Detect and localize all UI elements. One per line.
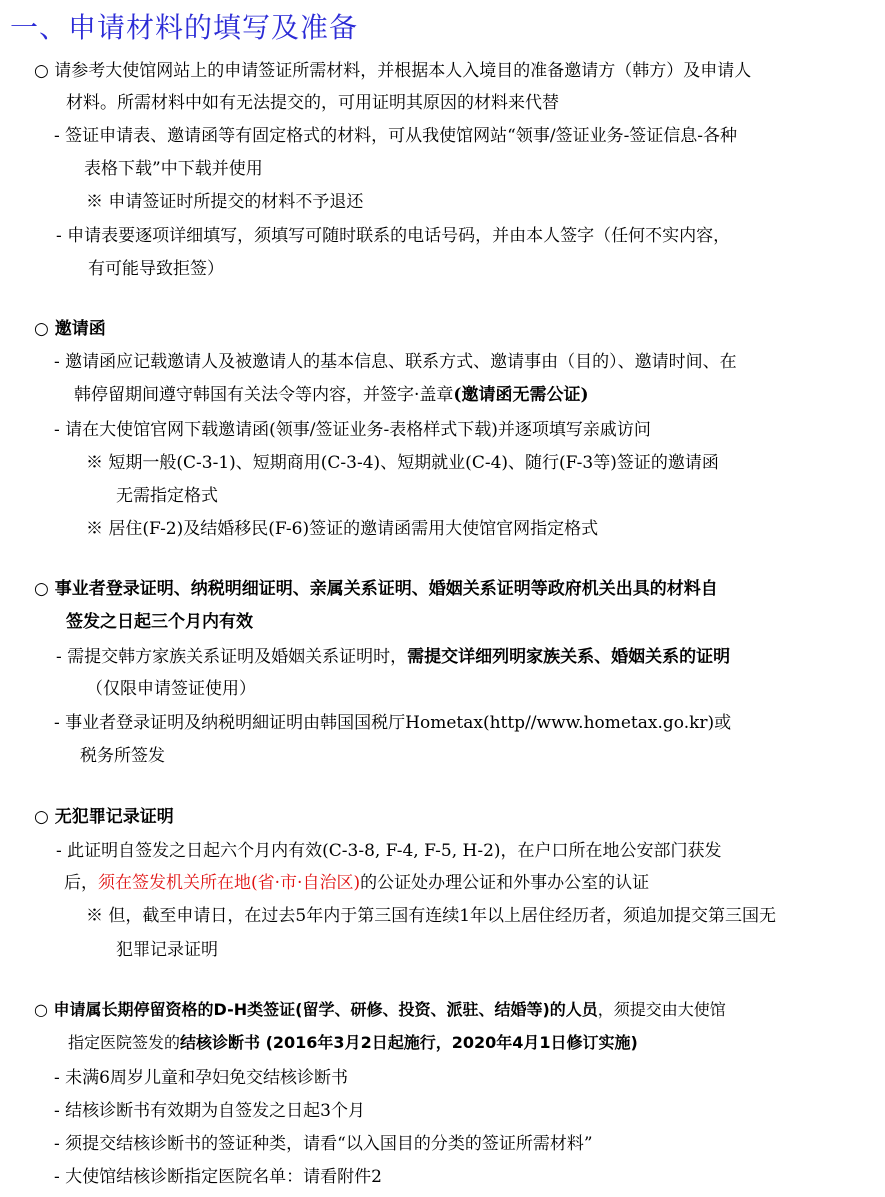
s2-heading: ○ 邀请函 bbox=[34, 319, 106, 339]
s5-line-2-bold: 结核诊断书 (2016年3月2日起施行，2020年4月1日修订实施) bbox=[180, 1033, 638, 1052]
s5-line-1-rest: ，须提交由大使馆 bbox=[597, 1000, 726, 1019]
s2-line-3: - 请在大使馆官网下载邀请函(领事/签证业务-表格样式下载)并逐项填写亲戚访问 bbox=[54, 420, 651, 440]
s4-line-2-text: 后， bbox=[64, 873, 98, 893]
s5-line-2-text: 指定医院签发的 bbox=[68, 1033, 181, 1052]
s4-note-1-cont: 犯罪记录证明 bbox=[116, 940, 218, 960]
s1-line-3: - 签证申请表、邀请函等有固定格式的材料，可从我使馆网站“领事/签证业务-签证信息-各种 bbox=[54, 126, 738, 146]
s4-note-1: ※ 但，截至申请日，在过去5年内于第三国有连续1年以上居住经历者，须追加提交第三国无 bbox=[86, 906, 777, 926]
s5-line-3: - 未满6周岁儿童和孕妇免交结核诊断书 bbox=[54, 1068, 348, 1088]
s3-line-3-text: - 需提交韩方家族关系证明及婚姻关系证明时， bbox=[56, 647, 408, 667]
s1-line-1: ○ 请参考大使馆网站上的申请签证所需材料，并根据本人入境目的准备邀请方（韩方）及申请人 bbox=[34, 61, 752, 81]
s5-line-4: - 结核诊断书有效期为自签发之日起3个月 bbox=[54, 1101, 365, 1121]
s4-heading: ○ 无犯罪记录证明 bbox=[34, 807, 174, 827]
s1-line-7: 有可能导致拒签） bbox=[88, 259, 224, 279]
s3-line-3-bold: 需提交详细列明家族关系、婚姻关系的证明 bbox=[407, 647, 731, 667]
s5-line-2 bbox=[68, 1027, 885, 1059]
s4-line-2-rest: 的公证处办理公证和外事办公室的认证 bbox=[360, 873, 650, 893]
s1-line-2: 材料。所需材料中如有无法提交的，可用证明其原因的材料来代替 bbox=[66, 93, 559, 113]
s3-line-1: ○ 事业者登录证明、纳税明细证明、亲属关系证明、婚姻关系证明等政府机关出具的材料自 bbox=[34, 579, 718, 599]
s5-line-5: - 须提交结核诊断书的签证种类，请看“以入国目的分类的签证所需材料” bbox=[54, 1134, 593, 1154]
s2-line-1: - 邀请函应记载邀请人及被邀请人的基本信息、联系方式、邀请事由（目的）、邀请时间、在 bbox=[54, 352, 737, 372]
s5-line-1 bbox=[34, 994, 885, 1026]
s4-line-2-red: 须在签发机关所在地(省·市·自治区) bbox=[98, 873, 361, 893]
s3-line-6: 税务所签发 bbox=[80, 746, 165, 766]
s2-note-1-cont: 无需指定格式 bbox=[116, 486, 218, 506]
s2-line-2-text: 韩停留期间遵守韩国有关法令等内容，并签字·盖章 bbox=[74, 385, 454, 405]
s3-line-4: （仅限申请签证使用） bbox=[86, 679, 256, 699]
s2-line-2 bbox=[74, 379, 885, 411]
s4-line-2 bbox=[64, 867, 885, 899]
s2-line-2-bold: (邀请函无需公证) bbox=[453, 385, 589, 405]
s1-line-4: 表格下载”中下载并使用 bbox=[84, 159, 263, 179]
s5-line-1-bold: ○ 申请属长期停留资格的D-H类签证(留学、研修、投资、派驻、结婚等)的人员 bbox=[34, 1000, 598, 1019]
s1-line-6: - 申请表要逐项详细填写，须填写可随时联系的电话号码，并由本人签字（任何不实内容， bbox=[56, 226, 731, 246]
s2-note-2: ※ 居住(F-2)及结婚移民(F-6)签证的邀请函需用大使馆官网指定格式 bbox=[86, 519, 599, 539]
s5-line-6: - 大使馆结核诊断指定医院名单：请看附件2 bbox=[54, 1167, 382, 1187]
s1-note-1: ※ 申请签证时所提交的材料不予退还 bbox=[86, 192, 364, 212]
s3-line-2: 签发之日起三个月内有效 bbox=[66, 612, 253, 632]
s3-line-5: - 事业者登录证明及纳税明細证明由韩国国税厅Hometax(http//www.hometax.go.kr)或 bbox=[54, 713, 732, 733]
section-title: 一、申请材料的填写及准备 bbox=[10, 11, 359, 44]
s2-note-1: ※ 短期一般(C-3-1)、短期商用(C-3-4)、短期就业(C-4)、随行(F-3等)签证的邀请函 bbox=[86, 453, 719, 473]
s4-line-1: - 此证明自签发之日起六个月内有效(C-3-8, F-4, F-5, H-2)，在户口所在地公安部门获发 bbox=[56, 841, 722, 861]
s3-line-3 bbox=[56, 641, 885, 673]
